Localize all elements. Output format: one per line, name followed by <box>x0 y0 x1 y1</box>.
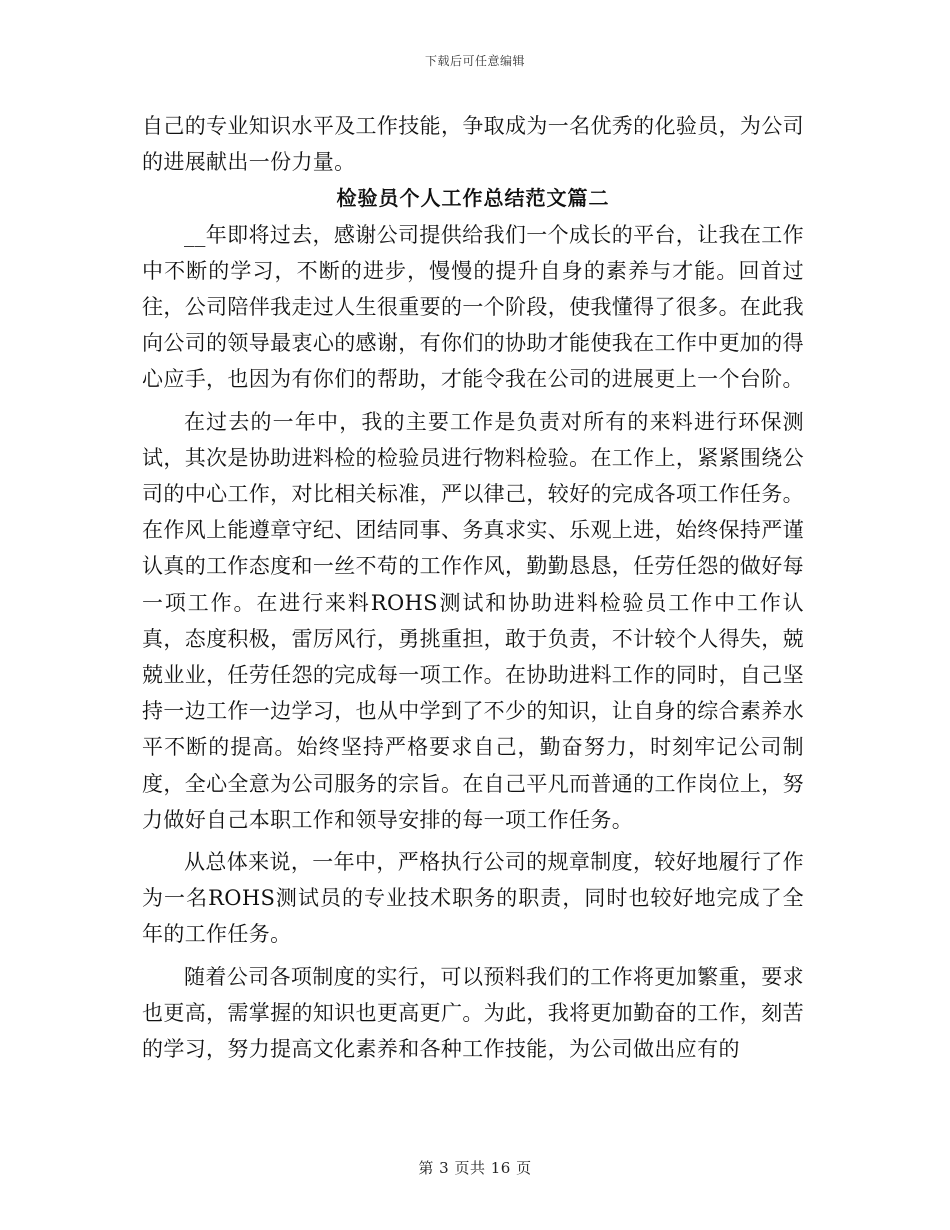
page-header: 下载后可任意编辑 <box>424 54 525 68</box>
section-title: 检验员个人工作总结范文篇二 <box>336 186 610 211</box>
body-paragraph: __年即将过去，感谢公司提供给我们一个成长的平台，让我在工作中不断的学习，不断的进步，慢慢的提升自身的素养与才能。回首过往，公司陪伴我走过人生很重要的一个阶段，使我懂得了很多。在此我向公司的领导最衷心的感谢，有你们的协助才能使我在工作中更加的得心应手，也因为有你们的帮助，才能令我在公司的进展更上一个台阶。 <box>142 222 804 392</box>
body-paragraph: 随着公司各项制度的实行，可以预料我们的工作将更加繁重，要求也更高，需掌握的知识也更高更广。为此，我将更加勤奋的工作，刻苦的学习，努力提高文化素养和各种工作技能，为公司做出应有的 <box>142 964 804 1062</box>
body-paragraph: 从总体来说，一年中，严格执行公司的规章制度，较好地履行了作为一名ROHS测试员的专业技术职务的职责，同时也较好地完成了全年的工作任务。 <box>142 850 804 947</box>
document-body <box>142 108 804 1067</box>
body-paragraph: 在过去的一年中，我的主要工作是负责对所有的来料进行环保测试，其次是协助进料检的检验员进行物料检验。在工作上，紧紧围绕公司的中心工作，对比相关标准，严以律己，较好的完成各项工作任务。在作风上能遵章守纪、团结同事、务真求实、乐观上进，始终保持严谨认真的工作态度和一丝不苟的工作作风，勤勤恳恳，任劳任怨的做好每一项工作。在进行来料ROHS测试和协助进料检验员工作中工作认真，态度积极，雷厉风行，勇挑重担，敢于负责，不计较个人得失，兢兢业业，任劳任怨的完成每一项工作。在协助进料工作的同时，自己坚持一边工作一边学习，也从中学到了不少的知识，让自身的综合素养水平不断的提高。始终坚持严格要求自己，勤奋努力，时刻牢记公司制度，全心全意为公司服务的宗旨。在自己平凡而普通的工作岗位上，努力做好自己本职工作和领导安排的每一项工作任务。 <box>142 409 804 832</box>
page-footer: 第 3 页共 16 页 <box>418 1159 532 1177</box>
continuation-paragraph: 自己的专业知识水平及工作技能，争取成为一名优秀的化验员，为公司的进展献出一份力量。 <box>142 114 804 175</box>
